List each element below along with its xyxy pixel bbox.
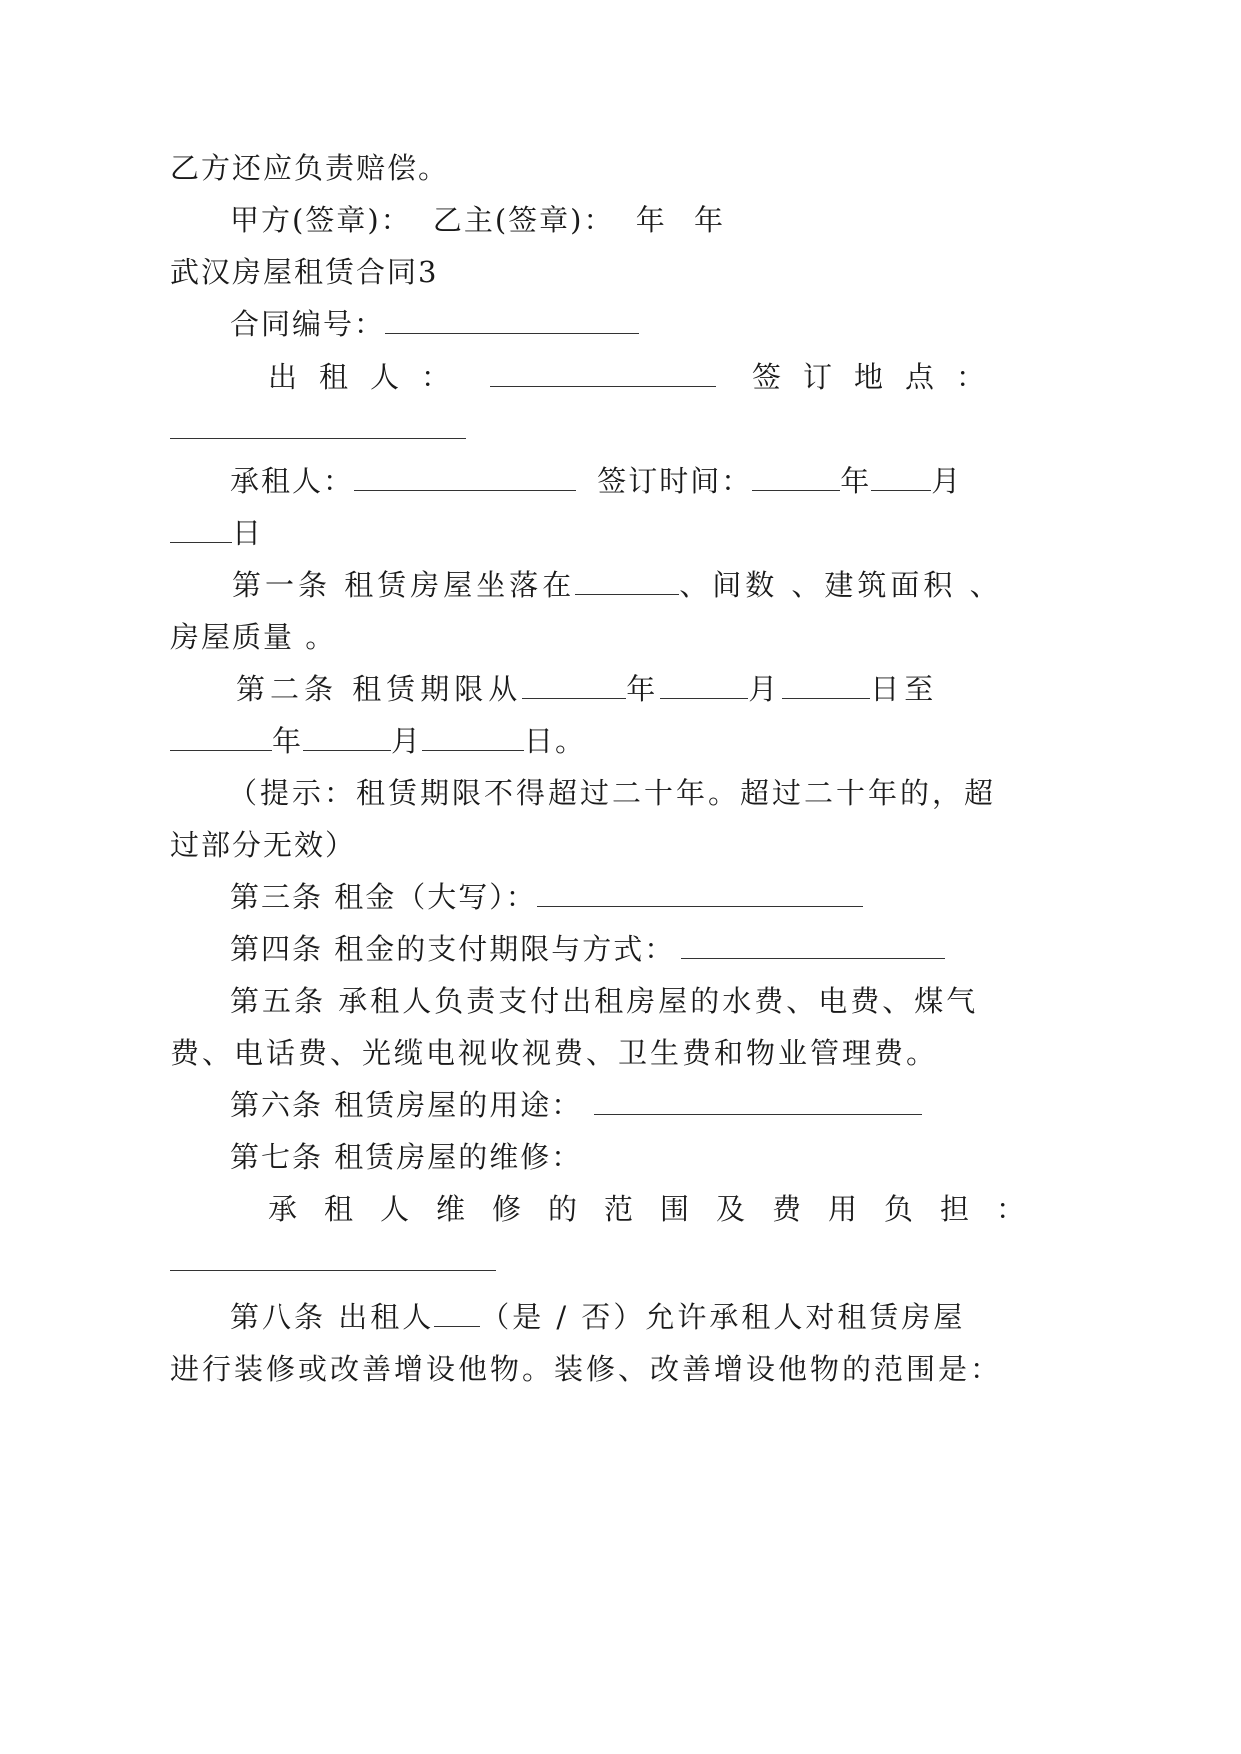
month-label: 月 <box>931 464 963 498</box>
article-1-line <box>232 565 1003 605</box>
day-label: 日 <box>232 516 264 550</box>
start-day-blank <box>782 670 870 699</box>
repair-blank-line <box>170 1241 496 1281</box>
signing-time-label: 签订时间： <box>597 464 753 498</box>
text-line: 费、电话费、光缆电视收视费、卫生费和物业管理费。 <box>170 1036 939 1070</box>
payment-method-blank <box>681 930 945 959</box>
month-label: 月 <box>391 724 423 758</box>
repair-scope-blank <box>170 1242 496 1271</box>
article-2-line <box>236 669 938 709</box>
signature-line <box>230 200 725 240</box>
contract-number-blank <box>385 305 639 334</box>
text-line: 第七条 租赁房屋的维修： <box>230 1140 583 1174</box>
end-day-blank <box>422 722 524 751</box>
yes-no-blank <box>434 1298 480 1327</box>
rent-blank <box>537 878 863 907</box>
lessor-blank <box>490 358 716 387</box>
year-label: 年 <box>693 203 725 237</box>
article-1-text: 第一条 租赁房屋坐落在 <box>232 568 576 602</box>
signing-place-blank-line <box>170 409 466 449</box>
day-label: 日。 <box>524 724 587 758</box>
year-label: 年 <box>626 672 661 706</box>
article-8-text: 第八条 出租人 <box>230 1300 435 1334</box>
year-label: 年 <box>635 203 667 237</box>
article-4-text: 第四条 租金的支付期限与方式： <box>230 932 676 966</box>
article-3-line <box>230 877 863 917</box>
usage-blank <box>594 1086 922 1115</box>
signing-place-blank <box>170 410 466 439</box>
article-3-text: 第三条 租金（大写）： <box>230 880 537 914</box>
article-1-text-cont: 、间数 、建筑面积 、 <box>679 568 1003 602</box>
article-4-line <box>230 929 945 969</box>
party-b-signature-label: 乙主(签章)： <box>432 203 615 237</box>
article-6-line <box>230 1085 922 1125</box>
end-date-line <box>170 721 586 761</box>
text-line: 进行装修或改善增设他物。装修、改善增设他物的范围是： <box>170 1352 1003 1386</box>
signing-month-blank <box>871 462 931 491</box>
contract-number-line <box>230 304 639 344</box>
text-line: 乙方还应负责赔偿。 <box>170 151 450 185</box>
start-year-blank <box>522 670 626 699</box>
signing-place-label: 签订地点： <box>752 360 1008 394</box>
lessee-blank <box>354 462 576 491</box>
article-6-text: 第六条 租赁房屋的用途： <box>230 1088 583 1122</box>
signing-day-line <box>170 513 263 553</box>
lessor-label: 出租人： <box>268 360 473 394</box>
text-line: 承租人维修的范围及费用负担： <box>268 1192 1053 1226</box>
party-a-signature-label: 甲方(签章)： <box>230 203 412 237</box>
signing-day-blank <box>170 514 232 543</box>
section-title: 武汉房屋租赁合同3 <box>170 255 439 289</box>
end-month-blank <box>303 722 391 751</box>
year-label: 年 <box>272 724 304 758</box>
day-to-label: 日至 <box>870 672 939 706</box>
lessee-line <box>230 461 962 501</box>
article-2-text: 第二条 租赁期限从 <box>236 672 523 706</box>
signing-year-blank <box>752 462 840 491</box>
article-8-line <box>230 1297 965 1337</box>
text-line: 过部分无效） <box>170 828 357 862</box>
month-label: 月 <box>748 672 783 706</box>
article-8-text-cont: （是 / 否）允许承租人对租赁房屋 <box>480 1300 966 1334</box>
contract-number-label: 合同编号： <box>230 307 386 341</box>
text-line: （提示：租赁期限不得超过二十年。超过二十年的，超 <box>228 776 997 810</box>
year-label: 年 <box>840 464 872 498</box>
location-blank <box>575 566 679 595</box>
end-year-blank <box>170 722 272 751</box>
text-line: 房屋质量 。 <box>170 620 337 654</box>
lessee-label: 承租人： <box>230 464 355 498</box>
lessor-line <box>268 357 1007 397</box>
text-line: 第五条 承租人负责支付出租房屋的水费、电费、煤气 <box>230 984 979 1018</box>
start-month-blank <box>660 670 748 699</box>
